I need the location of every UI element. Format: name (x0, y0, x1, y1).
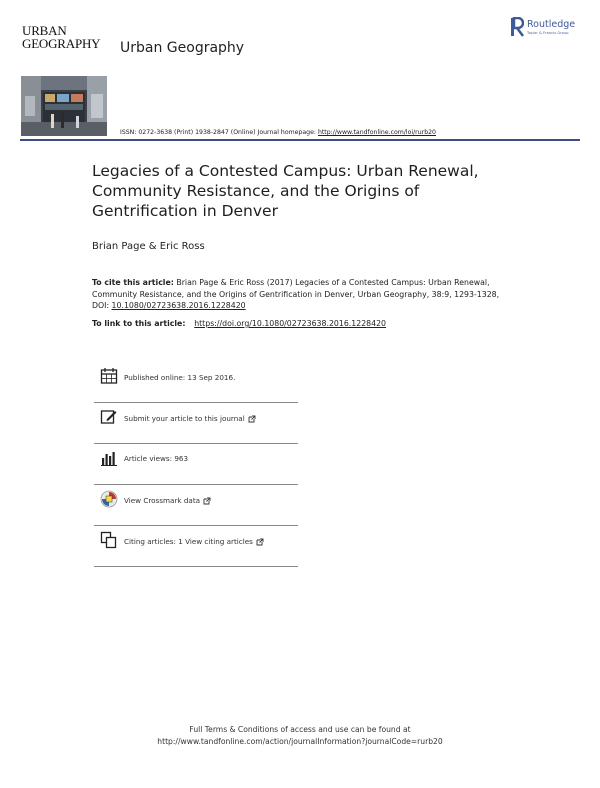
citation-block (92, 277, 512, 312)
header-divider (20, 139, 580, 141)
article-link[interactable]: https://doi.org/10.1080/02723638.2016.1228420 (194, 319, 386, 328)
footer (0, 724, 600, 748)
routledge-mark-icon (510, 17, 524, 37)
journal-logo-line2: GEOGRAPHY (22, 36, 101, 51)
journal-homepage-link[interactable]: http://www.tandfonline.com/loi/rurb20 (317, 129, 436, 136)
citing-text[interactable]: Citing articles: 1 View citing articles (124, 537, 253, 546)
published-text: Published online: 13 Sep 2016. (124, 373, 236, 382)
bar-chart-icon (100, 449, 118, 467)
submit-link[interactable] (124, 414, 256, 423)
citing-link[interactable] (124, 537, 264, 546)
crossmark-row[interactable] (94, 485, 298, 526)
cite-text: Brian Page & Eric Ross (2017) Legacies of a Contested Campus: Urban Renewal, Community Resistance, and the Origins of Gentrification in Denver, Urban Geography, 38:9, 1293-1328, DOI: (92, 278, 500, 310)
issn-line (120, 129, 436, 136)
submit-row[interactable] (94, 403, 298, 444)
link-label: To link to this article: (92, 319, 189, 328)
views-row (94, 444, 298, 485)
external-link-icon (248, 415, 256, 423)
crossmark-icon (100, 490, 118, 508)
article-title: Legacies of a Contested Campus: Urban Renewal, Community Resistance, and the Origins of Gentrification in Denver (92, 162, 479, 220)
published-row (94, 362, 298, 403)
divider (94, 566, 298, 567)
submit-text[interactable]: Submit your article to this journal (124, 414, 245, 423)
journal-logo-line1: URBAN (22, 23, 67, 38)
issn-text: ISSN: 0272-3638 (Print) 1938-2847 (Online) Journal homepage: (120, 129, 318, 136)
external-link-icon (256, 538, 264, 546)
citing-row[interactable] (94, 526, 298, 567)
publisher-logo (510, 16, 590, 40)
views-text: Article views: 963 (124, 454, 189, 463)
journal-logo (22, 22, 102, 50)
crossmark-text[interactable]: View Crossmark data (124, 496, 201, 505)
journal-title: Urban Geography (120, 40, 245, 56)
publisher-name: Routledge (527, 19, 576, 30)
copy-icon (100, 531, 118, 549)
article-authors: Brian Page & Eric Ross (92, 241, 205, 252)
edit-icon (100, 408, 118, 426)
journal-cover-image (21, 76, 107, 136)
doi-link[interactable]: 10.1080/02723638.2016.1228420 (111, 301, 246, 310)
calendar-icon (100, 367, 118, 385)
publisher-sub: Taylor & Francis Group (527, 31, 569, 35)
link-block (92, 319, 386, 328)
crossmark-link[interactable] (124, 496, 211, 505)
cite-label: To cite this article: (92, 278, 174, 287)
footer-line1: Full Terms & Conditions of access and use can be found at (189, 725, 411, 734)
footer-link[interactable]: http://www.tandfonline.com/action/journalInformation?journalCode=rurb20 (157, 737, 443, 746)
external-link-icon (203, 497, 211, 505)
